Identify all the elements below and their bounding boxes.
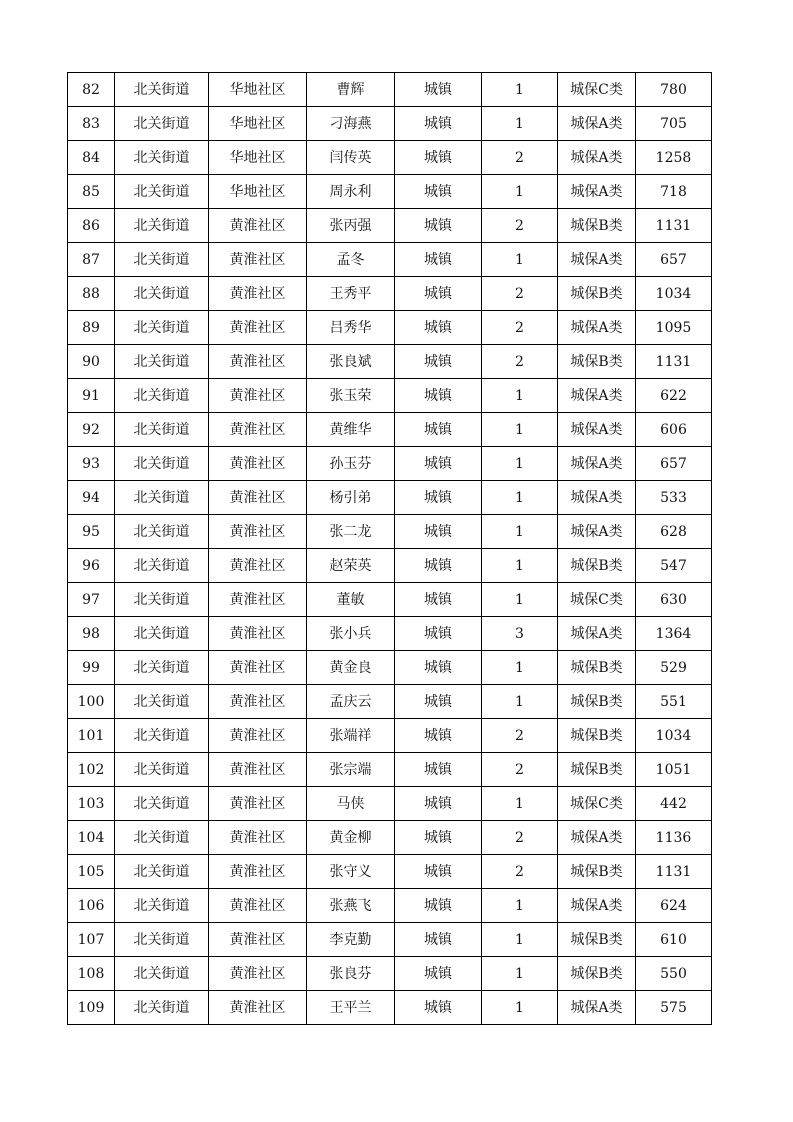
community-cell: 黄淮社区: [209, 209, 307, 243]
row-number-cell: 94: [68, 481, 115, 515]
category-cell: 城保A类: [558, 617, 636, 651]
community-cell: 黄淮社区: [209, 889, 307, 923]
person-count-cell: 2: [482, 753, 558, 787]
household-type-cell: 城镇: [395, 685, 482, 719]
household-type-cell: 城镇: [395, 617, 482, 651]
household-type-cell: 城镇: [395, 583, 482, 617]
table-row: [68, 821, 712, 855]
name-cell: 张良斌: [307, 345, 395, 379]
person-count-cell: 1: [482, 889, 558, 923]
street-cell: 北关街道: [115, 209, 209, 243]
amount-cell: 705: [636, 107, 712, 141]
street-cell: 北关街道: [115, 311, 209, 345]
community-cell: 黄淮社区: [209, 277, 307, 311]
person-count-cell: 2: [482, 719, 558, 753]
household-type-cell: 城镇: [395, 311, 482, 345]
person-count-cell: 1: [482, 991, 558, 1025]
table-row: [68, 787, 712, 821]
category-cell: 城保B类: [558, 277, 636, 311]
category-cell: 城保A类: [558, 889, 636, 923]
household-type-cell: 城镇: [395, 73, 482, 107]
street-cell: 北关街道: [115, 277, 209, 311]
table-row: [68, 583, 712, 617]
row-number-cell: 84: [68, 141, 115, 175]
community-cell: 黄淮社区: [209, 583, 307, 617]
street-cell: 北关街道: [115, 719, 209, 753]
street-cell: 北关街道: [115, 991, 209, 1025]
community-cell: 黄淮社区: [209, 549, 307, 583]
person-count-cell: 2: [482, 277, 558, 311]
category-cell: 城保B类: [558, 685, 636, 719]
person-count-cell: 1: [482, 413, 558, 447]
community-cell: 黄淮社区: [209, 345, 307, 379]
community-cell: 黄淮社区: [209, 311, 307, 345]
category-cell: 城保A类: [558, 413, 636, 447]
row-number-cell: 103: [68, 787, 115, 821]
category-cell: 城保B类: [558, 855, 636, 889]
category-cell: 城保A类: [558, 141, 636, 175]
row-number-cell: 101: [68, 719, 115, 753]
street-cell: 北关街道: [115, 923, 209, 957]
amount-cell: 1051: [636, 753, 712, 787]
row-number-cell: 106: [68, 889, 115, 923]
person-count-cell: 1: [482, 515, 558, 549]
street-cell: 北关街道: [115, 821, 209, 855]
street-cell: 北关街道: [115, 413, 209, 447]
household-type-cell: 城镇: [395, 855, 482, 889]
category-cell: 城保A类: [558, 515, 636, 549]
amount-cell: 1136: [636, 821, 712, 855]
person-count-cell: 1: [482, 583, 558, 617]
community-cell: 黄淮社区: [209, 821, 307, 855]
name-cell: 孟庆云: [307, 685, 395, 719]
category-cell: 城保B类: [558, 753, 636, 787]
household-type-cell: 城镇: [395, 447, 482, 481]
name-cell: 周永利: [307, 175, 395, 209]
row-number-cell: 108: [68, 957, 115, 991]
row-number-cell: 98: [68, 617, 115, 651]
table-row: [68, 345, 712, 379]
household-type-cell: 城镇: [395, 481, 482, 515]
table-row: [68, 447, 712, 481]
household-type-cell: 城镇: [395, 277, 482, 311]
row-number-cell: 85: [68, 175, 115, 209]
household-type-cell: 城镇: [395, 345, 482, 379]
name-cell: 闫传英: [307, 141, 395, 175]
household-type-cell: 城镇: [395, 549, 482, 583]
street-cell: 北关街道: [115, 549, 209, 583]
row-number-cell: 83: [68, 107, 115, 141]
name-cell: 杨引弟: [307, 481, 395, 515]
name-cell: 刁海燕: [307, 107, 395, 141]
person-count-cell: 1: [482, 175, 558, 209]
street-cell: 北关街道: [115, 617, 209, 651]
street-cell: 北关街道: [115, 243, 209, 277]
household-type-cell: 城镇: [395, 243, 482, 277]
household-type-cell: 城镇: [395, 175, 482, 209]
table-row: [68, 481, 712, 515]
street-cell: 北关街道: [115, 753, 209, 787]
table-row: [68, 685, 712, 719]
row-number-cell: 109: [68, 991, 115, 1025]
category-cell: 城保A类: [558, 243, 636, 277]
community-cell: 黄淮社区: [209, 243, 307, 277]
table-row: [68, 413, 712, 447]
category-cell: 城保A类: [558, 821, 636, 855]
table-row: [68, 889, 712, 923]
community-cell: 黄淮社区: [209, 787, 307, 821]
category-cell: 城保A类: [558, 447, 636, 481]
amount-cell: 624: [636, 889, 712, 923]
amount-cell: 657: [636, 447, 712, 481]
household-type-cell: 城镇: [395, 413, 482, 447]
household-type-cell: 城镇: [395, 991, 482, 1025]
name-cell: 吕秀华: [307, 311, 395, 345]
street-cell: 北关街道: [115, 345, 209, 379]
amount-cell: 657: [636, 243, 712, 277]
household-type-cell: 城镇: [395, 515, 482, 549]
community-cell: 黄淮社区: [209, 719, 307, 753]
row-number-cell: 99: [68, 651, 115, 685]
amount-cell: 575: [636, 991, 712, 1025]
name-cell: 张宗端: [307, 753, 395, 787]
row-number-cell: 100: [68, 685, 115, 719]
row-number-cell: 87: [68, 243, 115, 277]
category-cell: 城保B类: [558, 549, 636, 583]
table-row: [68, 107, 712, 141]
person-count-cell: 1: [482, 787, 558, 821]
records-table: [67, 72, 712, 1025]
amount-cell: 606: [636, 413, 712, 447]
community-cell: 黄淮社区: [209, 753, 307, 787]
name-cell: 孙玉芬: [307, 447, 395, 481]
person-count-cell: 3: [482, 617, 558, 651]
row-number-cell: 104: [68, 821, 115, 855]
community-cell: 华地社区: [209, 73, 307, 107]
table-row: [68, 991, 712, 1025]
table-row: [68, 311, 712, 345]
table-row: [68, 277, 712, 311]
street-cell: 北关街道: [115, 73, 209, 107]
name-cell: 李克勤: [307, 923, 395, 957]
household-type-cell: 城镇: [395, 141, 482, 175]
name-cell: 黄金柳: [307, 821, 395, 855]
street-cell: 北关街道: [115, 855, 209, 889]
name-cell: 张丙强: [307, 209, 395, 243]
person-count-cell: 2: [482, 821, 558, 855]
row-number-cell: 105: [68, 855, 115, 889]
amount-cell: 529: [636, 651, 712, 685]
amount-cell: 547: [636, 549, 712, 583]
community-cell: 黄淮社区: [209, 651, 307, 685]
name-cell: 黄维华: [307, 413, 395, 447]
name-cell: 张小兵: [307, 617, 395, 651]
row-number-cell: 92: [68, 413, 115, 447]
household-type-cell: 城镇: [395, 719, 482, 753]
community-cell: 黄淮社区: [209, 379, 307, 413]
amount-cell: 718: [636, 175, 712, 209]
household-type-cell: 城镇: [395, 957, 482, 991]
name-cell: 王秀平: [307, 277, 395, 311]
street-cell: 北关街道: [115, 515, 209, 549]
community-cell: 黄淮社区: [209, 413, 307, 447]
amount-cell: 1034: [636, 277, 712, 311]
name-cell: 黄金良: [307, 651, 395, 685]
row-number-cell: 93: [68, 447, 115, 481]
category-cell: 城保B类: [558, 651, 636, 685]
category-cell: 城保A类: [558, 991, 636, 1025]
name-cell: 赵荣英: [307, 549, 395, 583]
row-number-cell: 90: [68, 345, 115, 379]
amount-cell: 533: [636, 481, 712, 515]
community-cell: 黄淮社区: [209, 481, 307, 515]
person-count-cell: 1: [482, 73, 558, 107]
household-type-cell: 城镇: [395, 889, 482, 923]
community-cell: 黄淮社区: [209, 855, 307, 889]
table-row: [68, 243, 712, 277]
row-number-cell: 96: [68, 549, 115, 583]
household-type-cell: 城镇: [395, 923, 482, 957]
table-row: [68, 515, 712, 549]
community-cell: 黄淮社区: [209, 923, 307, 957]
row-number-cell: 91: [68, 379, 115, 413]
name-cell: 曹辉: [307, 73, 395, 107]
street-cell: 北关街道: [115, 685, 209, 719]
amount-cell: 622: [636, 379, 712, 413]
person-count-cell: 1: [482, 549, 558, 583]
community-cell: 黄淮社区: [209, 447, 307, 481]
street-cell: 北关街道: [115, 141, 209, 175]
amount-cell: 1095: [636, 311, 712, 345]
amount-cell: 610: [636, 923, 712, 957]
street-cell: 北关街道: [115, 379, 209, 413]
row-number-cell: 107: [68, 923, 115, 957]
community-cell: 华地社区: [209, 175, 307, 209]
amount-cell: 551: [636, 685, 712, 719]
table-row: [68, 175, 712, 209]
category-cell: 城保A类: [558, 175, 636, 209]
community-cell: 华地社区: [209, 141, 307, 175]
row-number-cell: 88: [68, 277, 115, 311]
amount-cell: 780: [636, 73, 712, 107]
street-cell: 北关街道: [115, 651, 209, 685]
row-number-cell: 102: [68, 753, 115, 787]
category-cell: 城保A类: [558, 481, 636, 515]
household-type-cell: 城镇: [395, 379, 482, 413]
table-row: [68, 617, 712, 651]
community-cell: 黄淮社区: [209, 515, 307, 549]
row-number-cell: 97: [68, 583, 115, 617]
category-cell: 城保B类: [558, 719, 636, 753]
person-count-cell: 1: [482, 107, 558, 141]
person-count-cell: 2: [482, 311, 558, 345]
table-row: [68, 209, 712, 243]
name-cell: 张二龙: [307, 515, 395, 549]
amount-cell: 1131: [636, 209, 712, 243]
street-cell: 北关街道: [115, 889, 209, 923]
person-count-cell: 1: [482, 957, 558, 991]
table-row: [68, 719, 712, 753]
community-cell: 黄淮社区: [209, 617, 307, 651]
amount-cell: 1131: [636, 855, 712, 889]
category-cell: 城保C类: [558, 73, 636, 107]
person-count-cell: 2: [482, 209, 558, 243]
household-type-cell: 城镇: [395, 821, 482, 855]
category-cell: 城保A类: [558, 107, 636, 141]
records-table-body: [68, 73, 712, 1025]
table-row: [68, 923, 712, 957]
person-count-cell: 1: [482, 685, 558, 719]
household-type-cell: 城镇: [395, 787, 482, 821]
table-row: [68, 957, 712, 991]
category-cell: 城保B类: [558, 957, 636, 991]
name-cell: 孟冬: [307, 243, 395, 277]
street-cell: 北关街道: [115, 175, 209, 209]
category-cell: 城保A类: [558, 379, 636, 413]
household-type-cell: 城镇: [395, 107, 482, 141]
amount-cell: 442: [636, 787, 712, 821]
street-cell: 北关街道: [115, 957, 209, 991]
name-cell: 张良芬: [307, 957, 395, 991]
category-cell: 城保C类: [558, 787, 636, 821]
name-cell: 董敏: [307, 583, 395, 617]
row-number-cell: 95: [68, 515, 115, 549]
category-cell: 城保B类: [558, 923, 636, 957]
name-cell: 马侠: [307, 787, 395, 821]
amount-cell: 1131: [636, 345, 712, 379]
amount-cell: 628: [636, 515, 712, 549]
person-count-cell: 2: [482, 345, 558, 379]
name-cell: 张燕飞: [307, 889, 395, 923]
community-cell: 黄淮社区: [209, 991, 307, 1025]
person-count-cell: 2: [482, 855, 558, 889]
amount-cell: 630: [636, 583, 712, 617]
amount-cell: 1364: [636, 617, 712, 651]
household-type-cell: 城镇: [395, 209, 482, 243]
person-count-cell: 1: [482, 481, 558, 515]
community-cell: 华地社区: [209, 107, 307, 141]
person-count-cell: 1: [482, 923, 558, 957]
table-row: [68, 141, 712, 175]
category-cell: 城保B类: [558, 345, 636, 379]
name-cell: 张守义: [307, 855, 395, 889]
person-count-cell: 1: [482, 651, 558, 685]
category-cell: 城保A类: [558, 311, 636, 345]
street-cell: 北关街道: [115, 787, 209, 821]
street-cell: 北关街道: [115, 447, 209, 481]
community-cell: 黄淮社区: [209, 685, 307, 719]
name-cell: 张端祥: [307, 719, 395, 753]
row-number-cell: 86: [68, 209, 115, 243]
street-cell: 北关街道: [115, 583, 209, 617]
amount-cell: 1034: [636, 719, 712, 753]
name-cell: 张玉荣: [307, 379, 395, 413]
household-type-cell: 城镇: [395, 651, 482, 685]
person-count-cell: 1: [482, 447, 558, 481]
table-row: [68, 379, 712, 413]
row-number-cell: 82: [68, 73, 115, 107]
person-count-cell: 2: [482, 141, 558, 175]
table-row: [68, 855, 712, 889]
person-count-cell: 1: [482, 243, 558, 277]
community-cell: 黄淮社区: [209, 957, 307, 991]
category-cell: 城保C类: [558, 583, 636, 617]
person-count-cell: 1: [482, 379, 558, 413]
name-cell: 王平兰: [307, 991, 395, 1025]
amount-cell: 1258: [636, 141, 712, 175]
table-row: [68, 73, 712, 107]
table-row: [68, 753, 712, 787]
table-row: [68, 651, 712, 685]
street-cell: 北关街道: [115, 107, 209, 141]
amount-cell: 550: [636, 957, 712, 991]
row-number-cell: 89: [68, 311, 115, 345]
table-row: [68, 549, 712, 583]
street-cell: 北关街道: [115, 481, 209, 515]
category-cell: 城保B类: [558, 209, 636, 243]
household-type-cell: 城镇: [395, 753, 482, 787]
